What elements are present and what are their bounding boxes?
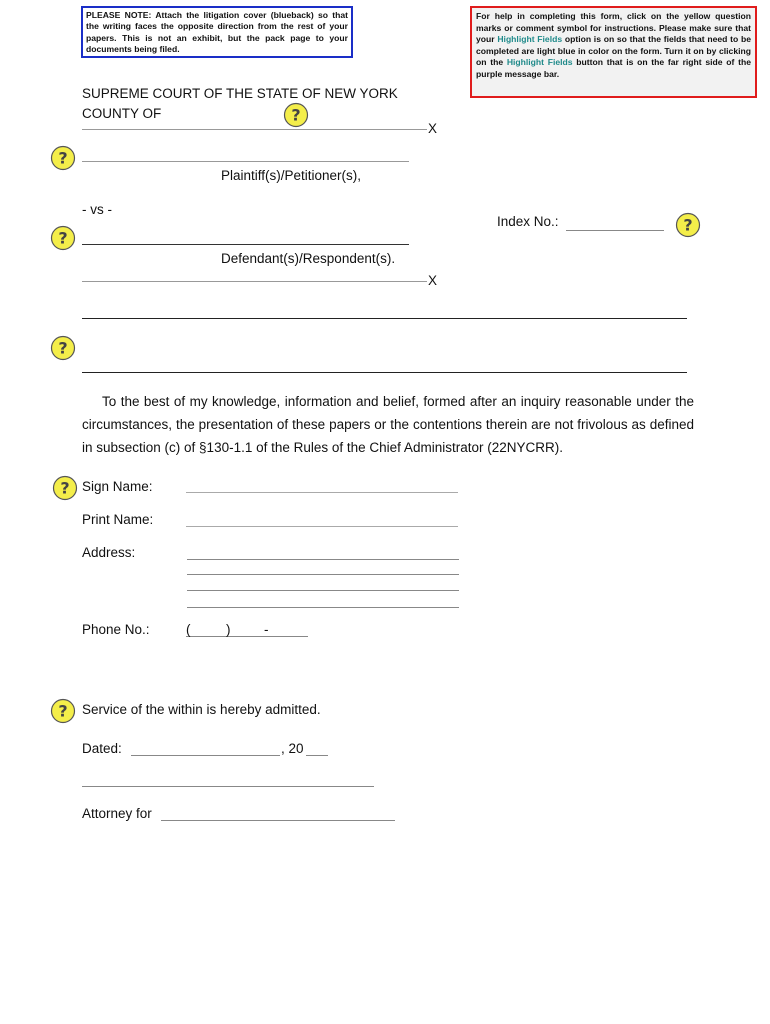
- svg-text:?: ?: [58, 228, 68, 248]
- county-label: COUNTY OF: [82, 106, 162, 121]
- service-admitted-text: Service of the within is hereby admitted.: [82, 702, 321, 717]
- address-line-3-field[interactable]: [187, 576, 459, 591]
- plaintiff-label: Plaintiff(s)/Petitioner(s),: [221, 168, 362, 183]
- svg-text:?: ?: [683, 215, 693, 235]
- plaintiff-name-field[interactable]: [82, 147, 409, 162]
- help-text-part3: button that is on the far right side of the purple message bar.: [476, 57, 751, 79]
- svg-text:?: ?: [58, 148, 68, 168]
- sign-name-field[interactable]: [186, 478, 458, 493]
- index-number-label: Index No.:: [497, 214, 559, 229]
- year-prefix: , 20: [281, 741, 304, 756]
- versus-label: - vs -: [82, 202, 112, 217]
- question-mark-icon[interactable]: [52, 475, 78, 501]
- document-title-field[interactable]: [82, 326, 687, 373]
- phone-open-paren: (: [186, 622, 191, 637]
- dated-label: Dated:: [82, 741, 122, 756]
- document-title-rule-top: [82, 318, 687, 319]
- svg-text:?: ?: [291, 105, 301, 125]
- year-field[interactable]: [306, 741, 328, 756]
- highlight-fields-term-1: Highlight Fields: [497, 34, 563, 45]
- address-line-4-field[interactable]: [187, 593, 459, 608]
- certification-paragraph: To the best of my knowledge, information and belief, formed after an inquiry reasonable under the circumstances, the presentation of these papers or the contentions therein are not frivolous as defined in subsection (c) of §130-1.1 of the Rules of the Chief Administrator (22NYCRR).: [82, 394, 694, 455]
- help-text-part1: For help in completing this form, click on the yellow question marks or comment symbol for instructions. Please make sure that your: [476, 11, 751, 45]
- svg-text:?: ?: [58, 338, 68, 358]
- svg-text:?: ?: [60, 478, 70, 498]
- address-line-1-field[interactable]: [187, 545, 459, 560]
- question-mark-icon[interactable]: [50, 698, 76, 724]
- caption-x-bottom: X: [428, 273, 438, 288]
- court-name: SUPREME COURT OF THE STATE OF NEW YORK: [82, 86, 398, 101]
- attorney-for-label: Attorney for: [82, 806, 152, 821]
- caption-x-top: X: [428, 121, 438, 136]
- svg-text:?: ?: [58, 701, 68, 721]
- phone-dash: -: [264, 622, 269, 637]
- question-mark-icon[interactable]: [50, 225, 76, 251]
- service-signature-field[interactable]: [82, 772, 374, 787]
- dated-field[interactable]: [131, 741, 280, 756]
- sign-name-label: Sign Name:: [82, 479, 153, 494]
- filing-notice-text: PLEASE NOTE: Attach the litigation cover (blueback) so that the writing faces the opposite direction from the rest of your papers. This is not an exhibit, but the pack page to your documents being filed.: [86, 10, 348, 55]
- filing-notice-box: [81, 6, 353, 58]
- address-line-2-field[interactable]: [187, 560, 459, 575]
- caption-bottom-rule: [82, 281, 427, 282]
- address-label: Address:: [82, 545, 136, 560]
- print-name-label: Print Name:: [82, 512, 154, 527]
- attorney-for-field[interactable]: [161, 806, 395, 821]
- question-mark-icon[interactable]: [50, 335, 76, 361]
- help-instructions-box: [470, 6, 757, 98]
- phone-label: Phone No.:: [82, 622, 150, 637]
- print-name-field[interactable]: [186, 512, 458, 527]
- caption-top-rule: [82, 129, 427, 130]
- help-text-part2: option is on so that the fields that need to be completed are light blue in color on the form. Turn it on by clicking on the: [476, 34, 751, 68]
- question-mark-icon[interactable]: [283, 102, 309, 128]
- phone-number-field[interactable]: [186, 622, 308, 637]
- index-number-field[interactable]: [566, 216, 664, 231]
- highlight-fields-term-2: Highlight Fields: [506, 57, 573, 68]
- phone-close-paren: ): [226, 622, 231, 637]
- question-mark-icon[interactable]: [675, 212, 701, 238]
- defendant-name-field[interactable]: [82, 230, 409, 245]
- defendant-label: Defendant(s)/Respondent(s).: [221, 251, 396, 266]
- question-mark-icon[interactable]: [50, 145, 76, 171]
